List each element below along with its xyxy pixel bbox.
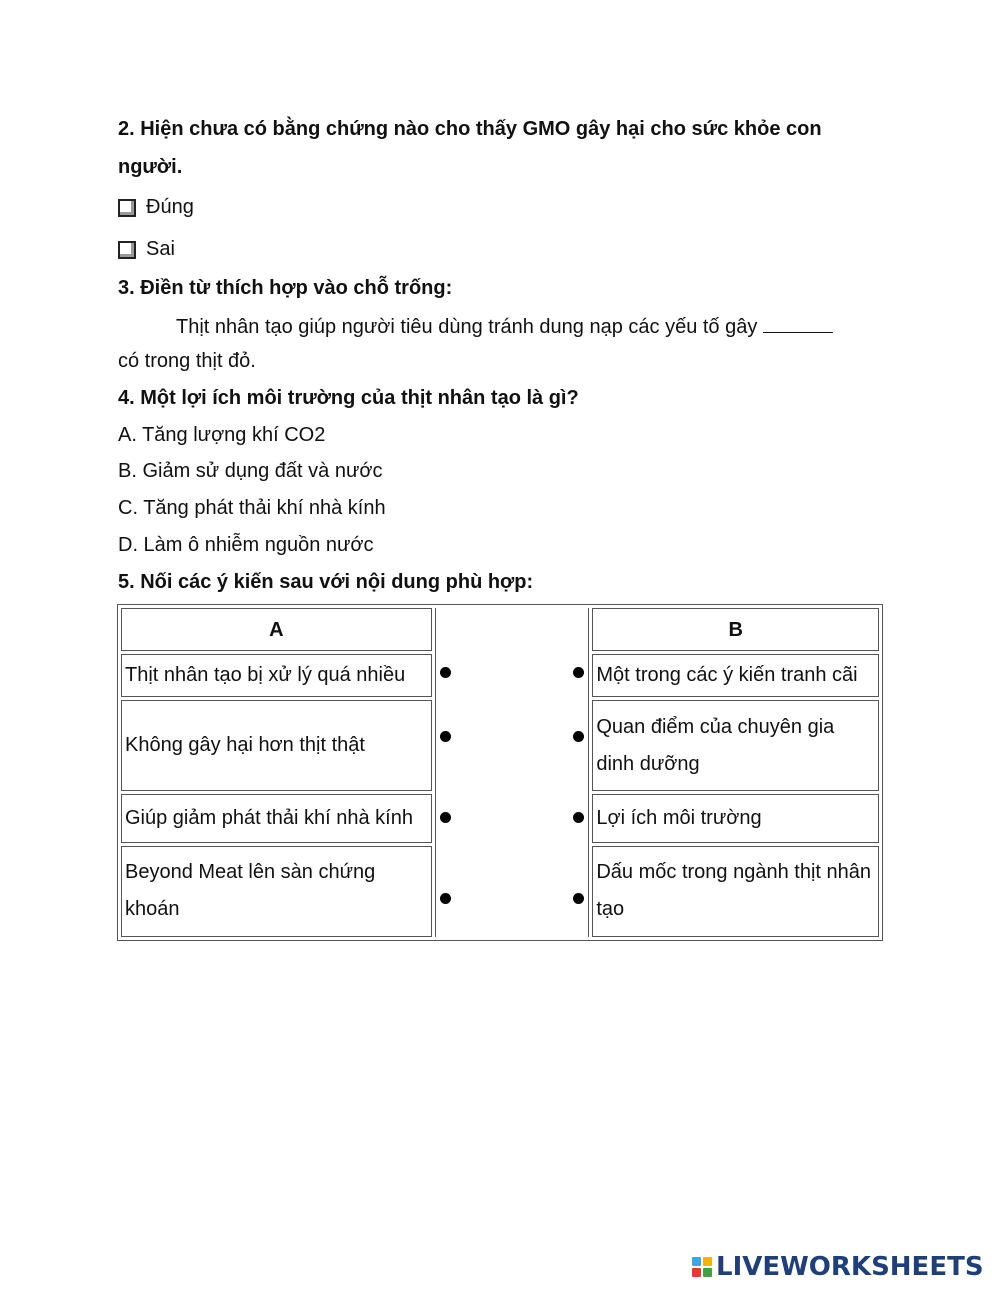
q4-option-c[interactable]: C. Tăng phát thải khí nhà kính	[118, 497, 386, 519]
dot-right-3[interactable]	[573, 812, 584, 823]
logo-squares-icon	[692, 1257, 712, 1277]
logo-square	[692, 1268, 701, 1277]
cell-a-3: Giúp giảm phát thải khí nhà kính	[121, 794, 432, 843]
q4-option-a[interactable]: A. Tăng lượng khí CO2	[118, 424, 326, 446]
q3-sentence-part2: có trong thịt đỏ.	[118, 350, 256, 372]
q5-title: 5. Nối các ý kiến sau với nội dung phù hợp:	[118, 571, 534, 593]
dot-left-4[interactable]	[440, 893, 451, 904]
q4-option-d[interactable]: D. Làm ô nhiễm nguồn nước	[118, 534, 374, 556]
cell-b-1: Một trong các ý kiến tranh cãi	[592, 654, 879, 697]
q3-title: 3. Điền từ thích hợp vào chỗ trống:	[118, 277, 453, 299]
logo-square	[692, 1257, 701, 1266]
matching-table	[117, 604, 883, 941]
cell-a-4: Beyond Meat lên sàn chứng khoán	[121, 846, 432, 937]
cell-b-3: Lợi ích môi trường	[592, 794, 879, 843]
q4-option-b[interactable]: B. Giảm sử dụng đất và nước	[118, 460, 383, 482]
option-label: Đúng	[146, 196, 194, 218]
dot-left-3[interactable]	[440, 812, 451, 823]
q3-sentence-line1	[176, 314, 833, 339]
cell-b-2: Quan điểm của chuyên gia dinh dưỡng	[592, 700, 879, 791]
dot-row-2	[436, 697, 589, 775]
fill-blank-input[interactable]	[763, 314, 833, 333]
checkbox-dung[interactable]	[118, 199, 136, 217]
q4-title: 4. Một lợi ích môi trường của thịt nhân tạo là gì?	[118, 387, 579, 409]
checkbox-sai[interactable]	[118, 241, 136, 259]
cell-b-4: Dấu mốc trong ngành thịt nhân tạo	[592, 846, 879, 937]
dot-row-1	[436, 650, 589, 694]
column-b-header: B	[592, 608, 879, 651]
q2-line1: 2. Hiện chưa có bằng chứng nào cho thấy GMO gây hại cho sức khỏe con	[118, 118, 822, 140]
logo-text: LIVEWORKSHEETS	[716, 1252, 984, 1282]
logo-square	[703, 1257, 712, 1266]
dot-left-2[interactable]	[440, 731, 451, 742]
q2-line2: người.	[118, 156, 183, 178]
dot-right-4[interactable]	[573, 893, 584, 904]
q3-sentence-part1: Thịt nhân tạo giúp người tiêu dùng tránh dung nạp các yếu tố gây	[176, 316, 758, 338]
cell-a-2: Không gây hại hơn thịt thật	[121, 700, 432, 791]
dot-right-1[interactable]	[573, 667, 584, 678]
dot-left-1[interactable]	[440, 667, 451, 678]
matching-dots-column	[435, 608, 590, 937]
q2-option-dung[interactable]	[118, 196, 194, 219]
logo-square	[703, 1268, 712, 1277]
dot-right-2[interactable]	[573, 731, 584, 742]
option-label: Sai	[146, 238, 175, 260]
dot-row-3	[436, 778, 589, 856]
q2-option-sai[interactable]	[118, 238, 175, 261]
column-a-header: A	[121, 608, 432, 651]
dot-row-4	[436, 859, 589, 937]
cell-a-1: Thịt nhân tạo bị xử lý quá nhiều	[121, 654, 432, 697]
liveworksheets-logo	[692, 1252, 984, 1282]
